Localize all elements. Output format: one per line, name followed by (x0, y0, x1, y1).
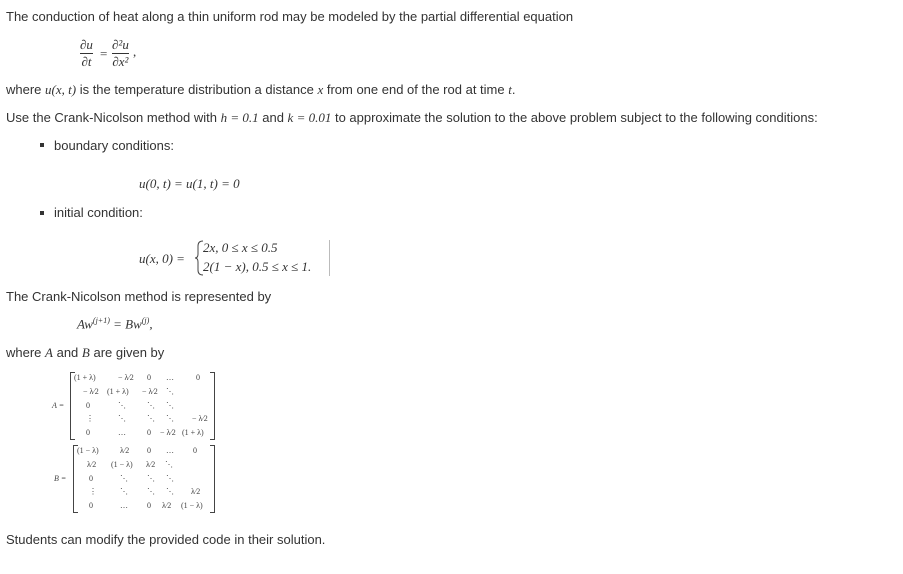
matrix-a-cell: (1 + λ) (182, 428, 204, 437)
matrix-b-cell: … (120, 501, 128, 510)
matrix-a-cell: − λ⁄2 (83, 387, 99, 396)
matrix-a-cell: ⋱ (166, 387, 174, 396)
matrix-a-cell: ⋱ (118, 414, 126, 423)
pde-rhs-numerator: ∂²u (112, 37, 129, 52)
cn-eq-a: Aw (77, 316, 93, 332)
matrix-bracket-left (73, 445, 78, 513)
matrix-b-cell: λ⁄2 (120, 446, 130, 455)
where-ab-B: B (81, 345, 90, 360)
matrix-b-cell: ⋱ (147, 474, 155, 483)
matrix-a-cell: 0 (86, 428, 90, 437)
matrix-b-cell: ⋱ (120, 487, 128, 496)
matrix-a-cell: 0 (196, 373, 200, 382)
matrix-bracket-right (210, 372, 215, 440)
where-t: t (508, 82, 512, 97)
use-k: k = 0.01 (287, 110, 332, 125)
matrix-b-cell: 0 (193, 446, 197, 455)
intro-text: The conduction of heat along a thin uniform rod may be modeled by the partial differential equation (6, 9, 574, 24)
matrix-bracket-right (210, 445, 215, 513)
cursor-line (329, 240, 330, 276)
matrix-a-cell: 0 (86, 401, 90, 410)
use-line (6, 110, 818, 126)
cn-eq-b: = Bw (109, 316, 142, 332)
use-text-a: Use the Crank-Nicolson method with (6, 110, 221, 125)
pde-tail: , (133, 44, 137, 59)
matrix-a-cell: ⋱ (147, 401, 155, 410)
where-ab-a: where (6, 345, 46, 360)
matrix-a-cell: − λ⁄2 (160, 428, 176, 437)
where-ab-b: and (52, 345, 82, 360)
matrix-b-cell: λ⁄2 (87, 460, 97, 469)
pde-rhs-denominator: ∂x² (112, 54, 129, 69)
where-text-a: where (6, 82, 46, 97)
cn-eq-sup1: (j+1) (92, 316, 110, 325)
matrix-a-cell: … (118, 428, 126, 437)
matrix-b-cell: 0 (147, 501, 151, 510)
matrix-b-cell: λ⁄2 (162, 501, 172, 510)
footer-text: Students can modify the provided code in their solution. (6, 532, 326, 547)
matrix-b-cell: … (166, 446, 174, 455)
matrix-a-cell: (1 + λ) (107, 387, 129, 396)
bullet (40, 211, 44, 215)
cn-equation (77, 316, 153, 332)
ic-label: initial condition: (54, 205, 143, 220)
matrix-b-cell: (1 − λ) (111, 460, 133, 469)
matrix-b-cell: λ⁄2 (146, 460, 156, 469)
matrix-b-cell: λ⁄2 (191, 487, 201, 496)
matrix-b-cell: ⋮ (89, 487, 97, 496)
matrix-a-cell: ⋱ (118, 401, 126, 410)
ic-case-1: 2x, 0 ≤ x ≤ 0.5 (203, 240, 278, 255)
matrix-b-cell: 0 (89, 501, 93, 510)
use-h: h = 0.1 (220, 110, 259, 125)
cn-eq-sup2: (j) (141, 316, 150, 325)
ic-case-2: 2(1 − x), 0.5 ≤ x ≤ 1. (203, 259, 312, 274)
bc-label: boundary conditions: (54, 138, 174, 153)
matrix-a-label: A = (52, 401, 65, 410)
where-text-d: . (511, 82, 516, 97)
where-ab-c: are given by (89, 345, 165, 360)
matrix-b-cell: ⋱ (166, 487, 174, 496)
matrix-a-cell: 0 (147, 373, 151, 382)
matrix-b-cell: 0 (89, 474, 93, 483)
where-line (6, 82, 515, 98)
matrix-b-cell: (1 − λ) (181, 501, 203, 510)
where-ab-line (6, 345, 164, 361)
where-text-c: from one end of the rod at time (323, 82, 509, 97)
matrix-bracket-left (70, 372, 75, 440)
bullet (40, 143, 44, 147)
matrix-b-label: B = (54, 474, 67, 483)
matrix-b (73, 445, 215, 513)
pde-equals: = (100, 46, 108, 61)
matrix-a-cell: ⋱ (166, 414, 174, 423)
pde-lhs-fraction (80, 38, 93, 69)
matrix-a-cell: … (166, 373, 174, 382)
matrix-b-cell: ⋱ (147, 487, 155, 496)
matrix-b-cell: ⋱ (165, 460, 173, 469)
matrix-a-cell: ⋱ (147, 414, 155, 423)
matrix-b-cell: (1 − λ) (77, 446, 99, 455)
matrix-a-cell: − λ⁄2 (142, 387, 158, 396)
cn-line: The Crank-Nicolson method is represented by (6, 289, 272, 304)
matrix-b-cell: 0 (147, 446, 151, 455)
matrix-a-cell: (1 + λ) (74, 373, 96, 382)
cn-eq-c: , (149, 316, 153, 332)
pde-lhs-denominator: ∂t (81, 54, 92, 69)
matrix-b-cell: ⋱ (166, 474, 174, 483)
where-u: u(x, t) (45, 82, 77, 97)
pde-lhs-numerator: ∂u (80, 37, 93, 52)
matrix-a-cell: 0 (147, 428, 151, 437)
matrix-a-cell: − λ⁄2 (192, 414, 208, 423)
use-text-b: and (258, 110, 288, 125)
matrix-a (70, 372, 215, 440)
bc-equation: u(0, t) = u(1, t) = 0 (139, 176, 240, 191)
matrix-b-cell: ⋱ (120, 474, 128, 483)
use-text-c: to approximate the solution to the above problem subject to the following conditions: (331, 110, 818, 125)
matrix-a-cell: − λ⁄2 (118, 373, 134, 382)
pde-rhs-fraction (112, 38, 129, 69)
matrix-a-cell: ⋮ (86, 414, 94, 423)
ic-lhs: u(x, 0) = (139, 251, 185, 266)
where-text-b: is the temperature distribution a distance (76, 82, 318, 97)
where-ab-A: A (45, 345, 53, 360)
matrix-a-cell: ⋱ (166, 401, 174, 410)
where-x: x (317, 82, 324, 97)
